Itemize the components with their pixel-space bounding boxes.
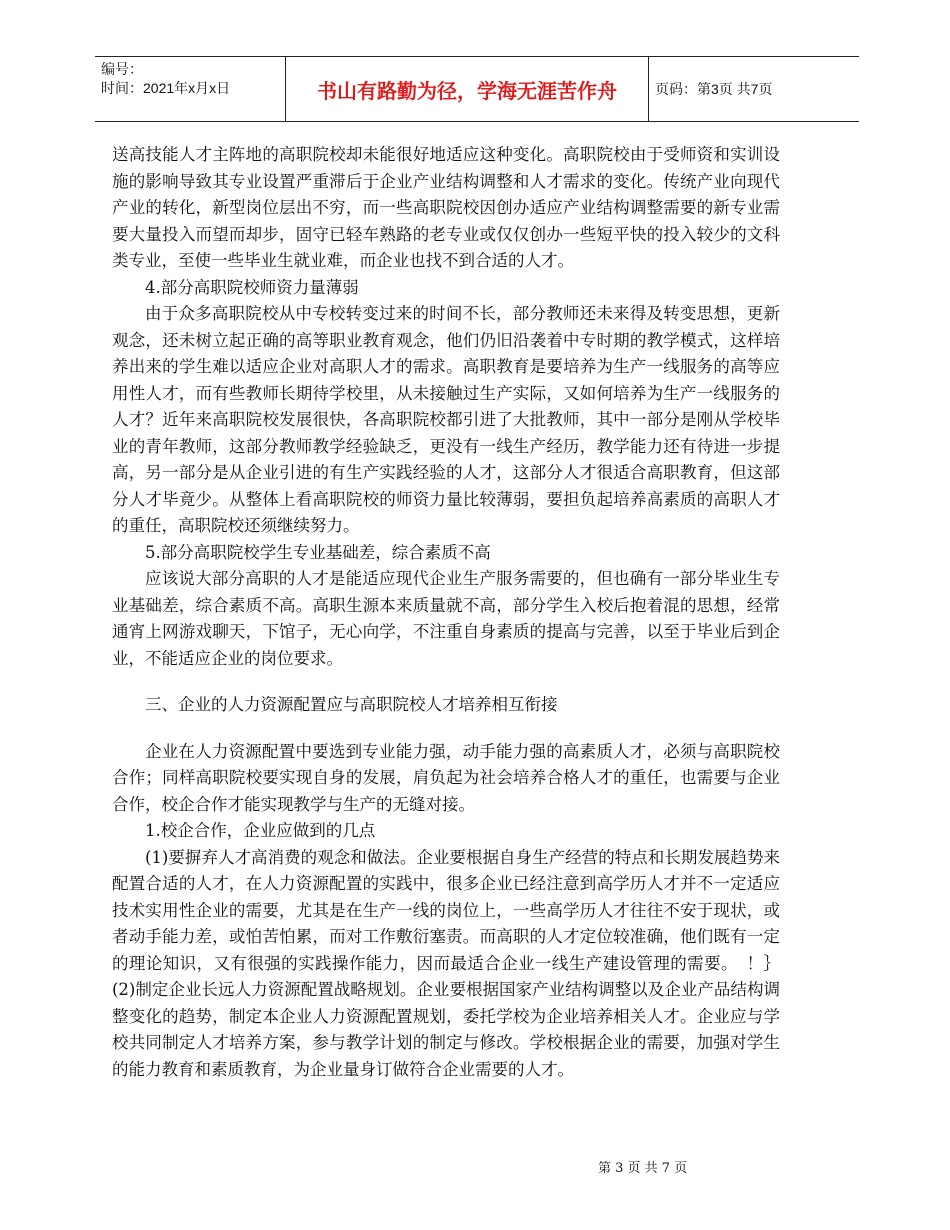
header-motto: 书山有路勤为径，学海无涯苦作舟 [285,57,649,121]
page-header [95,56,859,122]
section-heading-3: 三、企业的人力资源配置应与高职院校人才培养相互衔接 [145,695,558,714]
paragraph-teachers: 由于众多高职院校从中专校转变过来的时间不长，部分教师还未来得及转变思想，更新观念，还未树立起正确的高等职业教育观念，他们仍旧沿袭着中专时期的教学模式，这样培养出来的学生难以适应企业对高职人才的需求。高职教育是要培养为生产一线服务的高等应用性人才，而有些教师长期待学校里，从未接触过生产实际，又如何培养为生产一线服务的人才？近年来高职院校发展很快，各高职院校都引进了大批教师，其中一部分是刚从学校毕业的青年教师，这部分教师教学经验缺乏，更没有一线生产经历，教学能力还有待进一步提高，另一部分是从企业引进的有生产实践经验的人才，这部分人才很适合高职教育，但这部分人才毕竟少。从整体上看高职院校的师资力量比较薄弱，要担负起培养高素质的高职人才的重任，高职院校还须继续努力。 [112,304,780,535]
spacer [112,719,780,739]
header-meta [95,57,283,121]
spacer [112,672,780,692]
paragraph-cooperation: 企业在人力资源配置中要选到专业能力强，动手能力强的高素质人才，必须与高职院校合作；同样高职院校要实现自身的发展，肩负起为社会培养合格人才的重任，也需要与企业合作，校企合作才能实现教学与生产的无缝对接。 [112,741,780,814]
document-number-label: 编号： [101,61,143,77]
document-time-label: 时间：2021年x月x日 [101,80,231,96]
document-body [112,142,780,1083]
section-heading-5: 5.部分高职院校学生专业基础差，综合素质不高 [145,542,491,562]
paragraph-continuation: 送高技能人才主阵地的高职院校却未能很好地适应这种变化。高职院校由于受师资和实训设施的影响导致其专业设置严重滞后于企业产业结构调整和人才需求的变化。传统产业向现代产业的转化，新型岗位层出不穷，而一些高职院校因创办适应产业结构调整需要的新专业需要大量投入而望而却步，固守已轻车熟路的老专业或仅仅创办一些短平快的投入较少的文科类专业，至使一些毕业生就业难，而企业也找不到合适的人才。 [112,145,780,270]
header-page-info: 页码：第3页 共7页 [655,81,773,97]
section-heading-4: 4.部分高职院校师资力量薄弱 [145,277,359,297]
paragraph-students: 应该说大部分高职的人才是能适应现代企业生产服务需要的，但也确有一部分毕业生专业基础差，综合素质不高。高职生源本来质量就不高，部分学生入校后抱着混的思想，经常通宵上网游戏聊天，下馆子，无心向学，不注重自身素质的提高与完善，以至于毕业后到企业，不能适应企业的岗位要求。 [112,569,780,668]
subsection-heading-1: 1.校企合作，企业应做到的几点 [145,821,376,840]
footer-page-number: 第 3 页 共 7 页 [598,1161,688,1176]
paragraph-points: (1)要摒弃人才高消费的观念和做法。企业要根据自身生产经营的特点和长期发展趋势来配置合适的人才，在人力资源配置的实践中，很多企业已经注意到高学历人才并不一定适应技术实用性企业的需要，尤其是在生产一线的岗位上，一些高学历人才往往不安于现状，或者动手能力差，或怕苦怕累，而对工作敷衍塞责。而高职的人才定位较准确，他们既有一定的理论知识，又有很强的实践操作能力，因而最适合企业一线生产建设管理的需要。 ！｝(2)制定企业长远人力资源配置战略规划。企业要根据国家产业结构调整以及企业产品结构调整变化的趋势，制定本企业人力资源配置规划，委托学校为企业培养相关人才。企业应与学校共同制定人才培养方案，参与教学计划的制定与修改。学校根据企业的需要，加强对学生的能力教育和素质教育，为企业量身订做符合企业需要的人才。 [112,847,780,1079]
